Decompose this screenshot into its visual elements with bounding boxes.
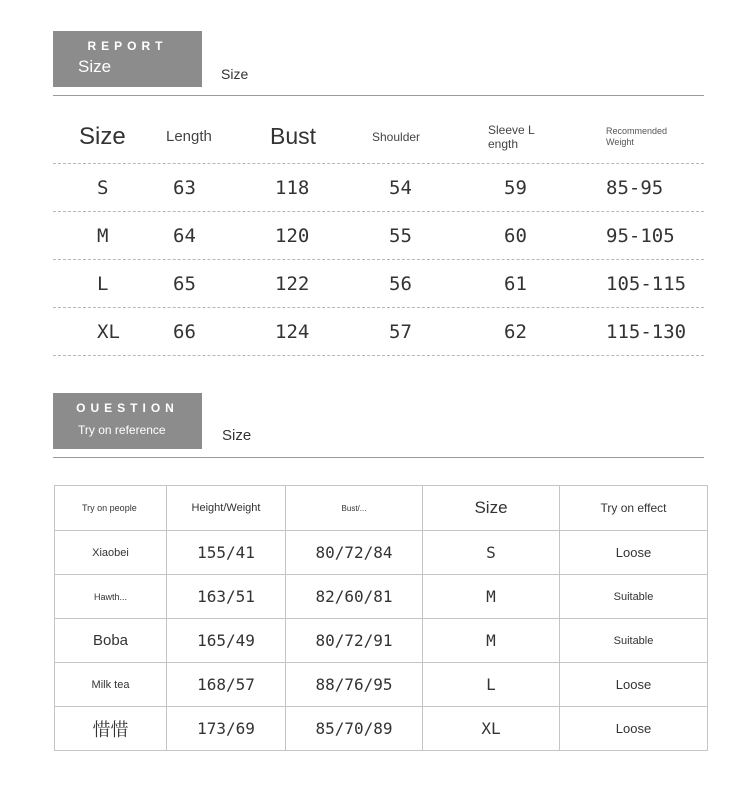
cell-effect: Loose [560, 707, 708, 751]
cell-bust: 120 [275, 224, 310, 247]
cell-person: Boba [55, 619, 167, 663]
header-try-on-effect: Try on effect [560, 486, 708, 531]
cell-length: 64 [173, 224, 196, 247]
cell-length: 66 [173, 320, 196, 343]
cell-size: L [97, 272, 109, 295]
cell-height-weight: 173/69 [167, 707, 286, 751]
cell-height-weight: 163/51 [167, 575, 286, 619]
cell-effect: Suitable [560, 575, 708, 619]
cell-size: S [423, 531, 560, 575]
header-height-weight: Height/Weight [167, 486, 286, 531]
question-tag-title: Try on reference [78, 423, 166, 437]
cell-bust: 124 [275, 320, 310, 343]
cell-effect: Loose [560, 663, 708, 707]
cell-shoulder: 56 [389, 272, 412, 295]
cell-sleeve-length: 59 [504, 176, 527, 199]
try-on-table [54, 485, 708, 751]
cell-bust: 122 [275, 272, 310, 295]
cell-length: 63 [173, 176, 196, 199]
cell-measurements: 82/60/81 [286, 575, 423, 619]
header-size: Size [79, 122, 126, 150]
table-row [53, 164, 704, 212]
question-divider [53, 457, 704, 458]
cell-size: S [97, 176, 109, 199]
header-sleeve-length: Sleeve L ength [488, 122, 535, 151]
table-row [55, 575, 708, 619]
report-tag-title: Size [78, 57, 112, 76]
cell-person: Xiaobei [55, 531, 167, 575]
cell-weight: 105-115 [606, 272, 687, 295]
cell-measurements: 85/70/89 [286, 707, 423, 751]
table-row [55, 619, 708, 663]
cell-shoulder: 54 [389, 176, 412, 199]
cell-size: M [97, 224, 109, 247]
cell-weight: 115-130 [606, 320, 687, 343]
header-length: Length [166, 128, 212, 145]
cell-size: XL [423, 707, 560, 751]
table-row [53, 260, 704, 308]
question-side-label: Size [222, 427, 252, 444]
header-bust: Bust [270, 123, 317, 149]
try-on-header-row [55, 486, 708, 531]
cell-weight: 85-95 [606, 176, 664, 199]
cell-person: 惜惜 [55, 707, 167, 751]
cell-size: XL [97, 320, 120, 343]
cell-person: Hawth... [55, 575, 167, 619]
cell-size: M [423, 575, 560, 619]
cell-measurements: 80/72/84 [286, 531, 423, 575]
report-tag [53, 31, 202, 87]
cell-shoulder: 55 [389, 224, 412, 247]
table-row [55, 531, 708, 575]
size-chart-header-row [53, 110, 704, 164]
cell-sleeve-length: 62 [504, 320, 527, 343]
header-recommended-weight: Recommended Weight [606, 125, 668, 147]
cell-effect: Loose [560, 531, 708, 575]
table-row [53, 212, 704, 260]
cell-person: Milk tea [55, 663, 167, 707]
cell-sleeve-length: 60 [504, 224, 527, 247]
question-tag [53, 393, 202, 449]
cell-measurements: 80/72/91 [286, 619, 423, 663]
cell-size: L [423, 663, 560, 707]
cell-height-weight: 155/41 [167, 531, 286, 575]
table-row [55, 707, 708, 751]
size-chart-table [53, 110, 704, 356]
header-bust-measurements: Bust/... [286, 486, 423, 531]
cell-height-weight: 165/49 [167, 619, 286, 663]
cell-length: 65 [173, 272, 196, 295]
header-shoulder: Shoulder [372, 129, 421, 144]
report-tag-small: REPORT [87, 39, 168, 53]
header-size: Size [423, 486, 560, 531]
cell-height-weight: 168/57 [167, 663, 286, 707]
report-divider [53, 95, 704, 96]
table-row [53, 308, 704, 356]
cell-measurements: 88/76/95 [286, 663, 423, 707]
cell-size: M [423, 619, 560, 663]
table-row [55, 663, 708, 707]
header-try-on-people: Try on people [55, 486, 167, 531]
question-tag-small: OUESTION [76, 401, 179, 415]
cell-weight: 95-105 [606, 224, 675, 247]
cell-bust: 118 [275, 176, 310, 199]
cell-sleeve-length: 61 [504, 272, 527, 295]
cell-effect: Suitable [560, 619, 708, 663]
report-side-label: Size [221, 66, 249, 82]
cell-shoulder: 57 [389, 320, 412, 343]
